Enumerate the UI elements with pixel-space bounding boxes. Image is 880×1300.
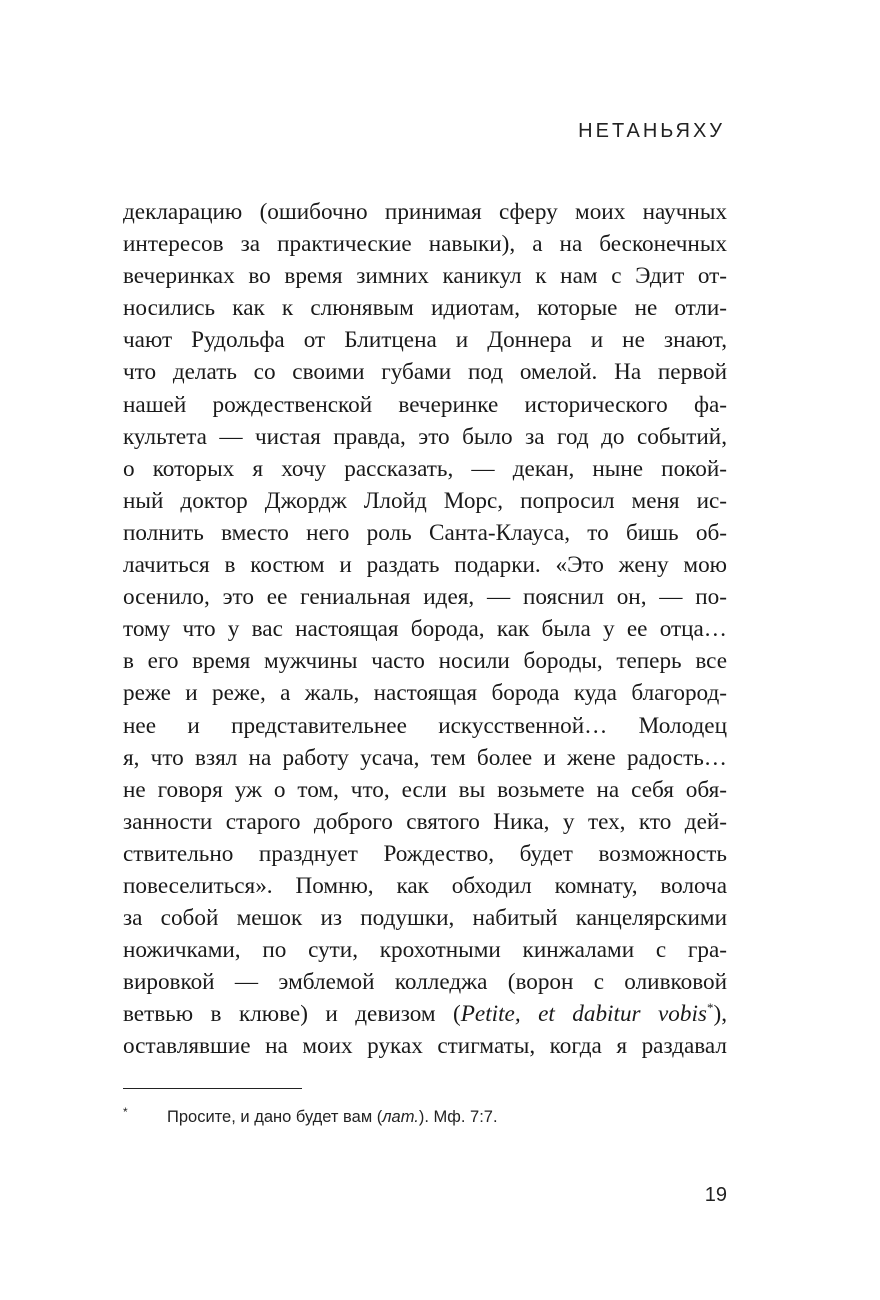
text-line: чают Рудольфа от Блитцена и Доннера и не знают, <box>123 327 727 354</box>
text-line: ный доктор Джордж Ллойд Морс, попросил меня ис- <box>123 487 727 514</box>
footnote-language-abbr: лат. <box>382 1108 419 1126</box>
footnote-rule <box>123 1088 302 1089</box>
text-line-with-motto <box>123 998 727 1030</box>
footnote-translation: Просите, и дано будет вам ( <box>167 1108 383 1126</box>
page-number: 19 <box>704 1184 727 1206</box>
text-line: занности старого доброго святого Ника, у тех, кто дей- <box>123 808 727 835</box>
text-line: нашей рождественской вечеринке исторического фа- <box>123 391 727 418</box>
text-line: ствительно празднует Рождество, будет возможность <box>123 840 727 867</box>
text-line: вечеринках во время зимних каникул к нам с Эдит от- <box>123 263 727 290</box>
motto-close: ), <box>713 1001 727 1028</box>
text-line: вировкой — эмблемой колледжа (ворон с оливковой <box>123 969 727 996</box>
text-line: повеселиться». Помню, как обходил комнату, волоча <box>123 872 727 899</box>
text-line: ножичками, по сути, крохотными кинжалами с гра- <box>123 937 727 964</box>
footnote-reference-mark: * <box>706 1000 714 1016</box>
text-line: о которых я хочу рассказать, — декан, ныне покой- <box>123 455 727 482</box>
text-line: оставлявшие на моих руках стигматы, когда я раздавал <box>123 1033 727 1060</box>
text-line: тому что у вас настоящая борода, как была у ее отца… <box>123 616 727 643</box>
text-line: нее и представительнее искусственной… Молодец <box>123 712 727 739</box>
footnote-citation: ). Мф. 7:7. <box>418 1108 498 1126</box>
running-head: НЕТАНЬЯХУ <box>578 120 725 142</box>
text-line: носились как к слюнявым идиотам, которые не отли- <box>123 295 727 322</box>
footnote-mark: * <box>123 1105 128 1119</box>
text-line: декларацию (ошибочно принимая сферу моих научных <box>123 199 727 225</box>
text-line: культета — чистая правда, это было за год до событий, <box>123 423 727 450</box>
text-line: не говоря уж о том, что, если вы возьмете на себя обя- <box>123 776 727 803</box>
text-line: я, что взял на работу усача, тем более и жене радость… <box>123 744 727 771</box>
text-line: в его время мужчины часто носили бороды, теперь все <box>123 648 727 675</box>
text-line: что делать со своими губами под омелой. На первой <box>123 359 727 386</box>
text-line: за собой мешок из подушки, набитый канцелярскими <box>123 905 727 932</box>
body-text <box>123 196 727 1063</box>
text-line: реже и реже, а жаль, настоящая борода куда благород- <box>123 680 727 707</box>
latin-motto: Petite, et dabitur vobis <box>460 1001 707 1028</box>
text-line: интересов за практические навыки), а на бесконечных <box>123 231 727 258</box>
text-line: полнить вместо него роль Санта-Клауса, то бишь об- <box>123 519 727 546</box>
text-line: осенило, это ее гениальная идея, — пояснил он, — по- <box>123 584 727 611</box>
footnote-text <box>167 1108 498 1127</box>
motto-intro: ветвью в клюве) и девизом ( <box>123 1001 461 1028</box>
text-line: лачиться в костюм и раздать подарки. «Это жену мою <box>123 552 727 579</box>
